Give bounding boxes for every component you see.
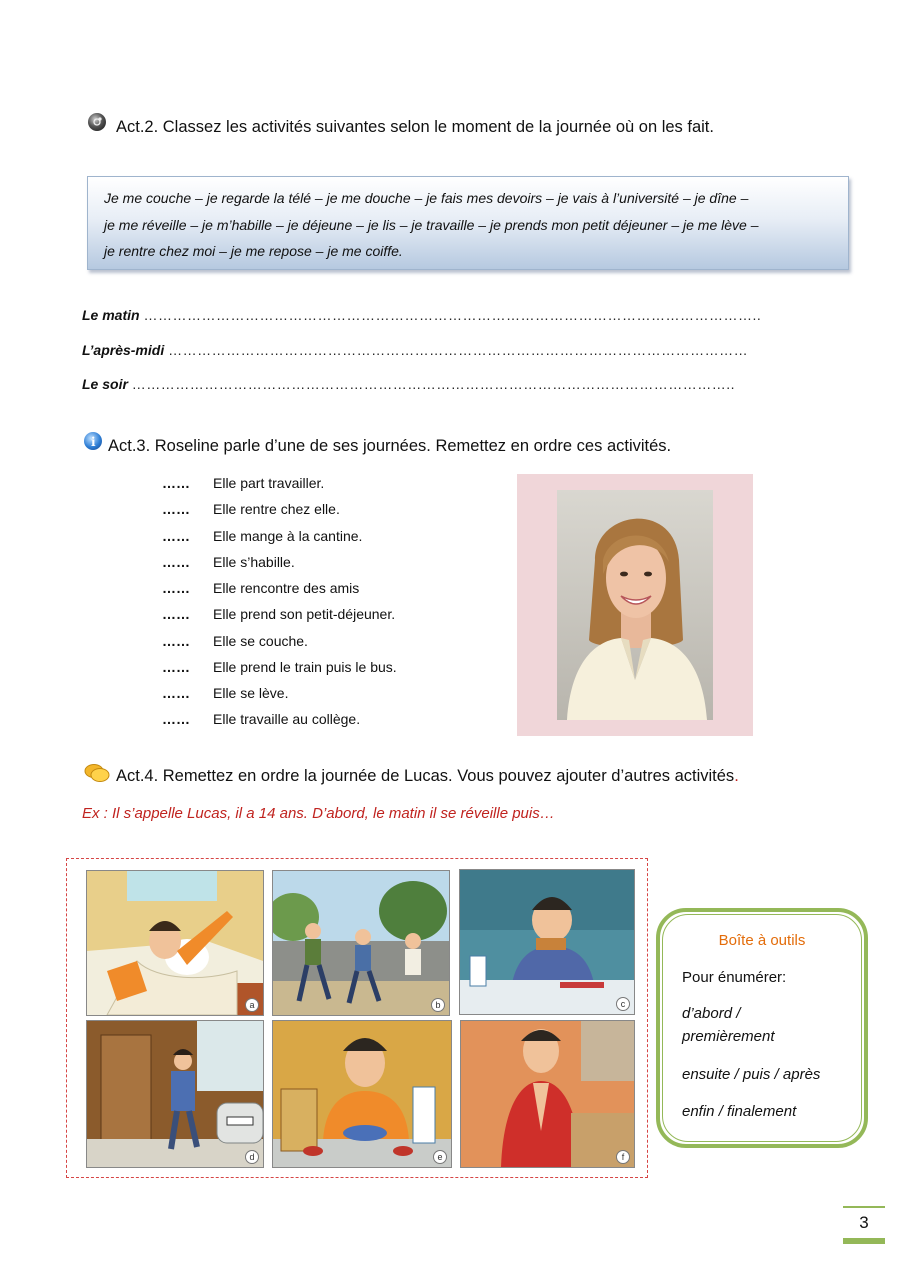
blank-8[interactable]: …… xyxy=(162,659,190,675)
answer-line-evening[interactable] xyxy=(82,376,735,392)
panel-label-a: a xyxy=(245,998,259,1012)
panel-label-c: c xyxy=(616,997,630,1011)
blank-1[interactable]: …… xyxy=(162,475,190,491)
act3-item-2: Elle rentre chez elle. xyxy=(213,501,340,517)
morning-label: Le matin xyxy=(82,307,140,323)
answer-line-afternoon[interactable] xyxy=(82,342,748,358)
evening-dots: …………………………………………………………………………………………………………….. xyxy=(131,376,736,392)
afternoon-dots: ………………………………………………………………………………………………………… xyxy=(168,342,749,358)
evening-label: Le soir xyxy=(82,376,128,392)
blank-6[interactable]: …… xyxy=(162,606,190,622)
act3-item-10: Elle travaille au collège. xyxy=(213,711,361,727)
panel-label-d: d xyxy=(245,1150,259,1164)
comic-panel-d xyxy=(86,1020,264,1168)
toolbox-entry-3: ensuite / puis / après xyxy=(682,1066,821,1083)
page-number: 3 xyxy=(859,1213,869,1232)
roseline-photo xyxy=(557,490,713,720)
act3-item-3: Elle mange à la cantine. xyxy=(213,528,363,544)
comic-panel-e xyxy=(272,1020,452,1168)
blank-7[interactable]: …… xyxy=(162,633,190,649)
page-number-top-rule xyxy=(843,1206,885,1208)
activities-line-1: Je me couche – je regarde la télé – je me douche – je fais mes devoirs – je vais à l’université – je dîne – xyxy=(104,190,749,206)
blank-9[interactable]: …… xyxy=(162,685,190,701)
act3-item-9: Elle se lève. xyxy=(213,685,289,701)
act4-title-text: Act.4. Remettez en ordre la journée de Lucas. Vous pouvez ajouter d’autres activités xyxy=(116,767,735,785)
activities-line-2: je me réveille – je m’habille – je déjeune – je lis – je travaille – je prends mon petit déjeuner – je me lève – xyxy=(104,217,759,233)
panel-label-b: b xyxy=(431,998,445,1012)
gear-bullet-icon xyxy=(88,113,106,131)
toolbox-intro: Pour énumérer: xyxy=(682,969,787,986)
activities-line-3: je rentre chez moi – je me repose – je me coiffe. xyxy=(104,243,403,259)
comic-panel-a xyxy=(86,870,264,1016)
act3-item-8: Elle prend le train puis le bus. xyxy=(213,659,397,675)
act3-item-7: Elle se couche. xyxy=(213,633,308,649)
act3-item-1: Elle part travailler. xyxy=(213,475,325,491)
info-bullet-icon xyxy=(84,432,102,450)
panel-label-e: e xyxy=(433,1150,447,1164)
act3-item-6: Elle prend son petit-déjeuner. xyxy=(213,606,396,622)
panel-label-f: f xyxy=(616,1150,630,1164)
page-number-block xyxy=(843,1206,885,1244)
act3-title: Act.3. Roseline parle d’une de ses journées. Remettez en ordre ces activités. xyxy=(108,437,672,455)
toolbox-title: Boîte à outils xyxy=(718,932,806,949)
act2-title: Act.2. Classez les activités suivantes selon le moment de la journée où on les fait. xyxy=(116,118,714,136)
blank-2[interactable]: …… xyxy=(162,501,190,517)
morning-dots: ……………………………………………………………………………………………………………….. xyxy=(143,307,762,323)
blank-5[interactable]: …… xyxy=(162,580,190,596)
chat-bubble-icon xyxy=(84,763,110,788)
comic-panel-c xyxy=(459,869,635,1015)
toolbox-entry-1: d’abord / xyxy=(682,1005,741,1022)
afternoon-label: L’après-midi xyxy=(82,342,165,358)
act4-title xyxy=(116,767,739,786)
comic-panel-b xyxy=(272,870,450,1016)
toolbox-entry-4: enfin / finalement xyxy=(682,1103,797,1120)
act3-item-5: Elle rencontre des amis xyxy=(213,580,360,596)
page-number-bottom-bar xyxy=(843,1238,885,1244)
act4-title-period: . xyxy=(734,767,739,785)
toolbox-entry-2: premièrement xyxy=(682,1028,775,1045)
example-sentence: Ex : Il s’appelle Lucas, il a 14 ans. D’abord, le matin il se réveille puis… xyxy=(82,805,555,822)
blank-4[interactable]: …… xyxy=(162,554,190,570)
act3-item-4: Elle s’habille. xyxy=(213,554,295,570)
blank-10[interactable]: …… xyxy=(162,711,190,727)
svg-text:i: i xyxy=(91,435,96,449)
roseline-photo-frame xyxy=(517,474,753,736)
answer-line-morning[interactable] xyxy=(82,307,761,323)
blank-3[interactable]: …… xyxy=(162,528,190,544)
comic-panel-f xyxy=(460,1020,635,1168)
